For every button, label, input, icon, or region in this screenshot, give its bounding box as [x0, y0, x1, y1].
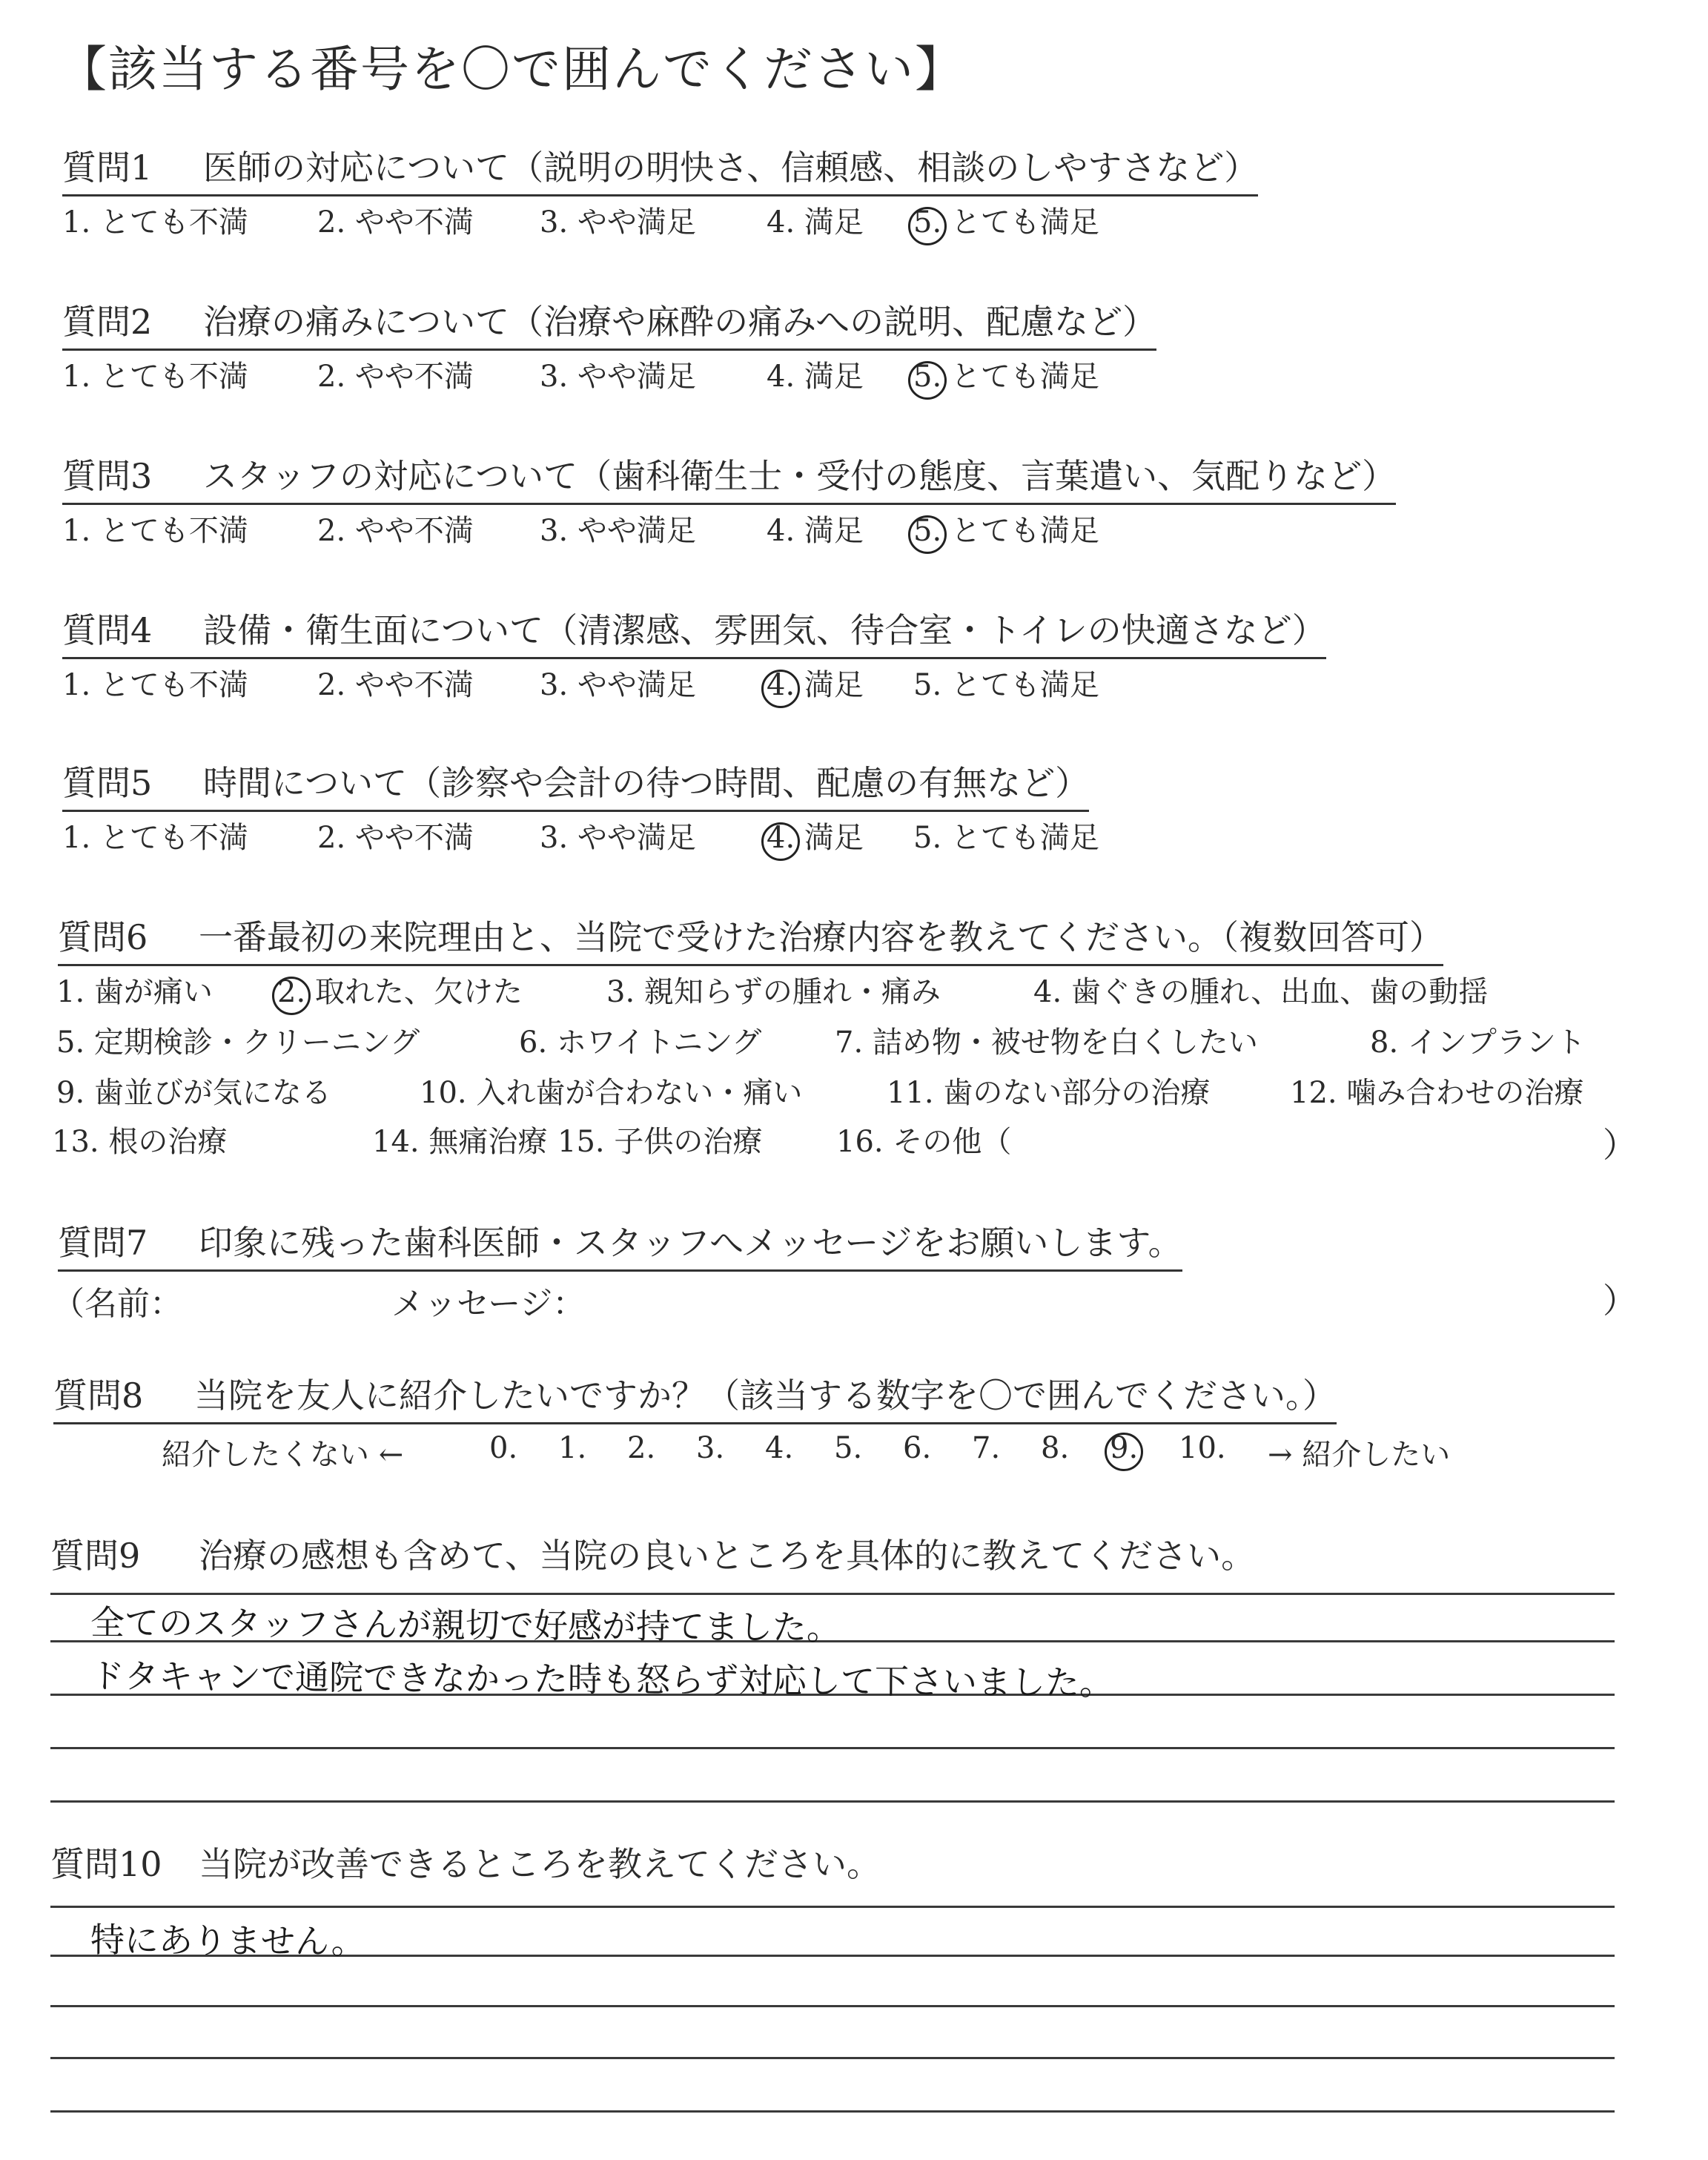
q6-option-12[interactable]: 12. 噛み合わせの治療 [1290, 1076, 1584, 1110]
q8-scale-8[interactable]: 8. [1041, 1431, 1070, 1465]
q10-line-1 [50, 1906, 1615, 1908]
q8-number: 質問8 [53, 1375, 144, 1416]
q5-option-1[interactable]: 1. とても不満 [62, 821, 248, 855]
q4-option-3[interactable]: 3. やや満足 [540, 668, 696, 702]
q7-number: 質問7 [58, 1223, 148, 1263]
selected-circle-mark: 4 [767, 821, 786, 855]
q3-text: スタッフの対応について（歯科衛生士・受付の態度、言葉遣い、気配りなど） [203, 456, 1397, 496]
q9-heading [50, 1529, 1255, 1578]
q10-text: 当院が改善できるところを教えてください。 [199, 1844, 881, 1884]
q4-number: 質問4 [62, 610, 153, 650]
q8-scale-9[interactable]: 9. [1110, 1431, 1139, 1465]
q1-text: 医師の対応について（説明の明快さ、信頼感、相談のしやすさなど） [203, 148, 1259, 188]
q5-option-4[interactable]: 4. 満足 [767, 821, 864, 855]
q8-scale-7[interactable]: 7. [972, 1431, 1001, 1465]
q3-number: 質問3 [62, 456, 153, 496]
q3-option-4[interactable]: 4. 満足 [767, 514, 864, 548]
selected-circle-mark: 9 [1110, 1431, 1129, 1465]
q6-number: 質問6 [58, 917, 148, 957]
q6-option-2[interactable]: 2. 取れた、欠けた [277, 975, 523, 1009]
q2-option-1[interactable]: 1. とても不満 [62, 360, 248, 394]
q1-number: 質問1 [62, 148, 153, 188]
q4-option-2[interactable]: 2. やや不満 [317, 668, 474, 702]
q5-number: 質問5 [62, 763, 153, 803]
q6-option-15[interactable]: 15. 子供の治療 [557, 1125, 763, 1159]
q8-scale-6[interactable]: 6. [903, 1431, 932, 1465]
q5-text: 時間について（診察や会計の待つ時間、配慮の有無など） [203, 763, 1090, 803]
q7-name-label: （名前： [52, 1285, 182, 1323]
q2-option-4[interactable]: 4. 満足 [767, 360, 864, 394]
q5-heading [62, 756, 1089, 812]
q1-option-3[interactable]: 3. やや満足 [540, 205, 696, 240]
q7-text: 印象に残った歯科医師・スタッフへメッセージをお願いします。 [199, 1223, 1182, 1263]
q9-line-5 [50, 1800, 1615, 1803]
q8-scale-0[interactable]: 0. [489, 1431, 518, 1465]
q8-scale-10[interactable]: 10. [1179, 1431, 1226, 1465]
q8-text: 当院を友人に紹介したいですか？（該当する数字を〇で囲んでください。） [194, 1375, 1337, 1416]
q6-close-paren: ） [1603, 1125, 1637, 1165]
q2-option-3[interactable]: 3. やや満足 [540, 360, 696, 394]
q6-option-7[interactable]: 7. 詰め物・被せ物を白くしたい [835, 1025, 1258, 1060]
q9-answer-1: 全てのスタッフさんが親切で好感が持てました。 [90, 1602, 841, 1648]
q3-option-1[interactable]: 1. とても不満 [62, 514, 248, 548]
q6-option-10[interactable]: 10. 入れ歯が合わない・痛い [420, 1076, 803, 1110]
q3-option-2[interactable]: 2. やや不満 [317, 514, 474, 548]
q1-option-5[interactable]: 5. とても満足 [913, 205, 1099, 240]
q10-number: 質問10 [50, 1844, 162, 1884]
q9-answer-2: ドタキャンで通院できなかった時も怒らず対応して下さいました。 [90, 1656, 1114, 1703]
q9-text: 治療の感想も含めて、当院の良いところを具体的に教えてください。 [199, 1536, 1256, 1576]
q8-scale-4[interactable]: 4. [765, 1431, 794, 1465]
q6-option-8[interactable]: 8. インプラント [1370, 1025, 1586, 1060]
q4-option-5[interactable]: 5. とても満足 [913, 668, 1099, 702]
q2-heading [62, 295, 1156, 351]
q6-option-6[interactable]: 6. ホワイトニング [519, 1025, 762, 1060]
q3-heading [62, 449, 1396, 505]
q6-option-9[interactable]: 9. 歯並びが気になる [56, 1076, 331, 1110]
q3-option-5[interactable]: 5. とても満足 [913, 514, 1099, 548]
q1-heading [62, 141, 1258, 196]
q6-option-16[interactable]: 16. その他（ [836, 1125, 1012, 1159]
q2-option-2[interactable]: 2. やや不満 [317, 360, 474, 394]
q7-heading [58, 1216, 1182, 1272]
q8-scale-2[interactable]: 2. [627, 1431, 656, 1465]
q4-option-1[interactable]: 1. とても不満 [62, 668, 248, 702]
q8-heading [53, 1369, 1337, 1424]
q6-heading [58, 911, 1443, 966]
q6-option-14[interactable]: 14. 無痛治療 [372, 1125, 548, 1159]
q8-scale-1[interactable]: 1. [558, 1431, 587, 1465]
q4-text: 設備・衛生面について（清潔感、雰囲気、待合室・トイレの快適さなど） [203, 610, 1326, 650]
selected-circle-mark: 5 [913, 360, 933, 394]
q2-number: 質問2 [62, 302, 153, 342]
q8-scale-3[interactable]: 3. [696, 1431, 725, 1465]
q2-text: 治療の痛みについて（治療や麻酔の痛みへの説明、配慮など） [203, 302, 1157, 342]
q10-heading [50, 1837, 881, 1886]
q8-left-label: 紹介したくない ← [162, 1438, 404, 1472]
q1-option-4[interactable]: 4. 満足 [767, 205, 864, 240]
q9-line-1 [50, 1593, 1615, 1595]
selected-circle-mark: 2 [277, 975, 297, 1009]
q8-right-label: → 紹介したい [1268, 1438, 1451, 1472]
q7-close-paren: ） [1603, 1281, 1637, 1321]
q4-option-4[interactable]: 4. 満足 [767, 668, 864, 702]
q10-line-5 [50, 2110, 1615, 2113]
q6-option-4[interactable]: 4. 歯ぐきの腫れ、出血、歯の動揺 [1033, 975, 1489, 1009]
q6-option-5[interactable]: 5. 定期検診・クリーニング [56, 1025, 420, 1060]
q5-option-2[interactable]: 2. やや不満 [317, 821, 474, 855]
q10-line-3 [50, 2005, 1615, 2007]
q5-option-3[interactable]: 3. やや満足 [540, 821, 696, 855]
q6-option-3[interactable]: 3. 親知らずの腫れ・痛み [606, 975, 941, 1009]
q1-option-1[interactable]: 1. とても不満 [62, 205, 248, 240]
q6-option-11[interactable]: 11. 歯のない部分の治療 [887, 1076, 1211, 1110]
q1-option-2[interactable]: 2. やや不満 [317, 205, 474, 240]
q2-option-5[interactable]: 5. とても満足 [913, 360, 1099, 394]
selected-circle-mark: 5 [913, 514, 933, 548]
q9-line-4 [50, 1747, 1615, 1749]
selected-circle-mark: 5 [913, 205, 933, 240]
q9-number: 質問9 [50, 1536, 141, 1576]
q10-answer-1: 特にありません。 [90, 1920, 365, 1962]
selected-circle-mark: 4 [767, 668, 786, 702]
q5-option-5[interactable]: 5. とても満足 [913, 821, 1099, 855]
q6-option-1[interactable]: 1. 歯が痛い [56, 975, 213, 1009]
q10-line-4 [50, 2057, 1615, 2059]
instruction-heading: 【該当する番号を〇で囲んでください】 [58, 41, 965, 98]
q7-message-label: メッセージ： [391, 1285, 586, 1323]
q3-option-3[interactable]: 3. やや満足 [540, 514, 696, 548]
q8-scale-5[interactable]: 5. [834, 1431, 863, 1465]
q6-text: 一番最初の来院理由と、当院で受けた治療内容を教えてください。（複数回答可） [199, 917, 1443, 957]
q6-option-13[interactable]: 13. 根の治療 [52, 1125, 228, 1159]
q4-heading [62, 604, 1326, 659]
